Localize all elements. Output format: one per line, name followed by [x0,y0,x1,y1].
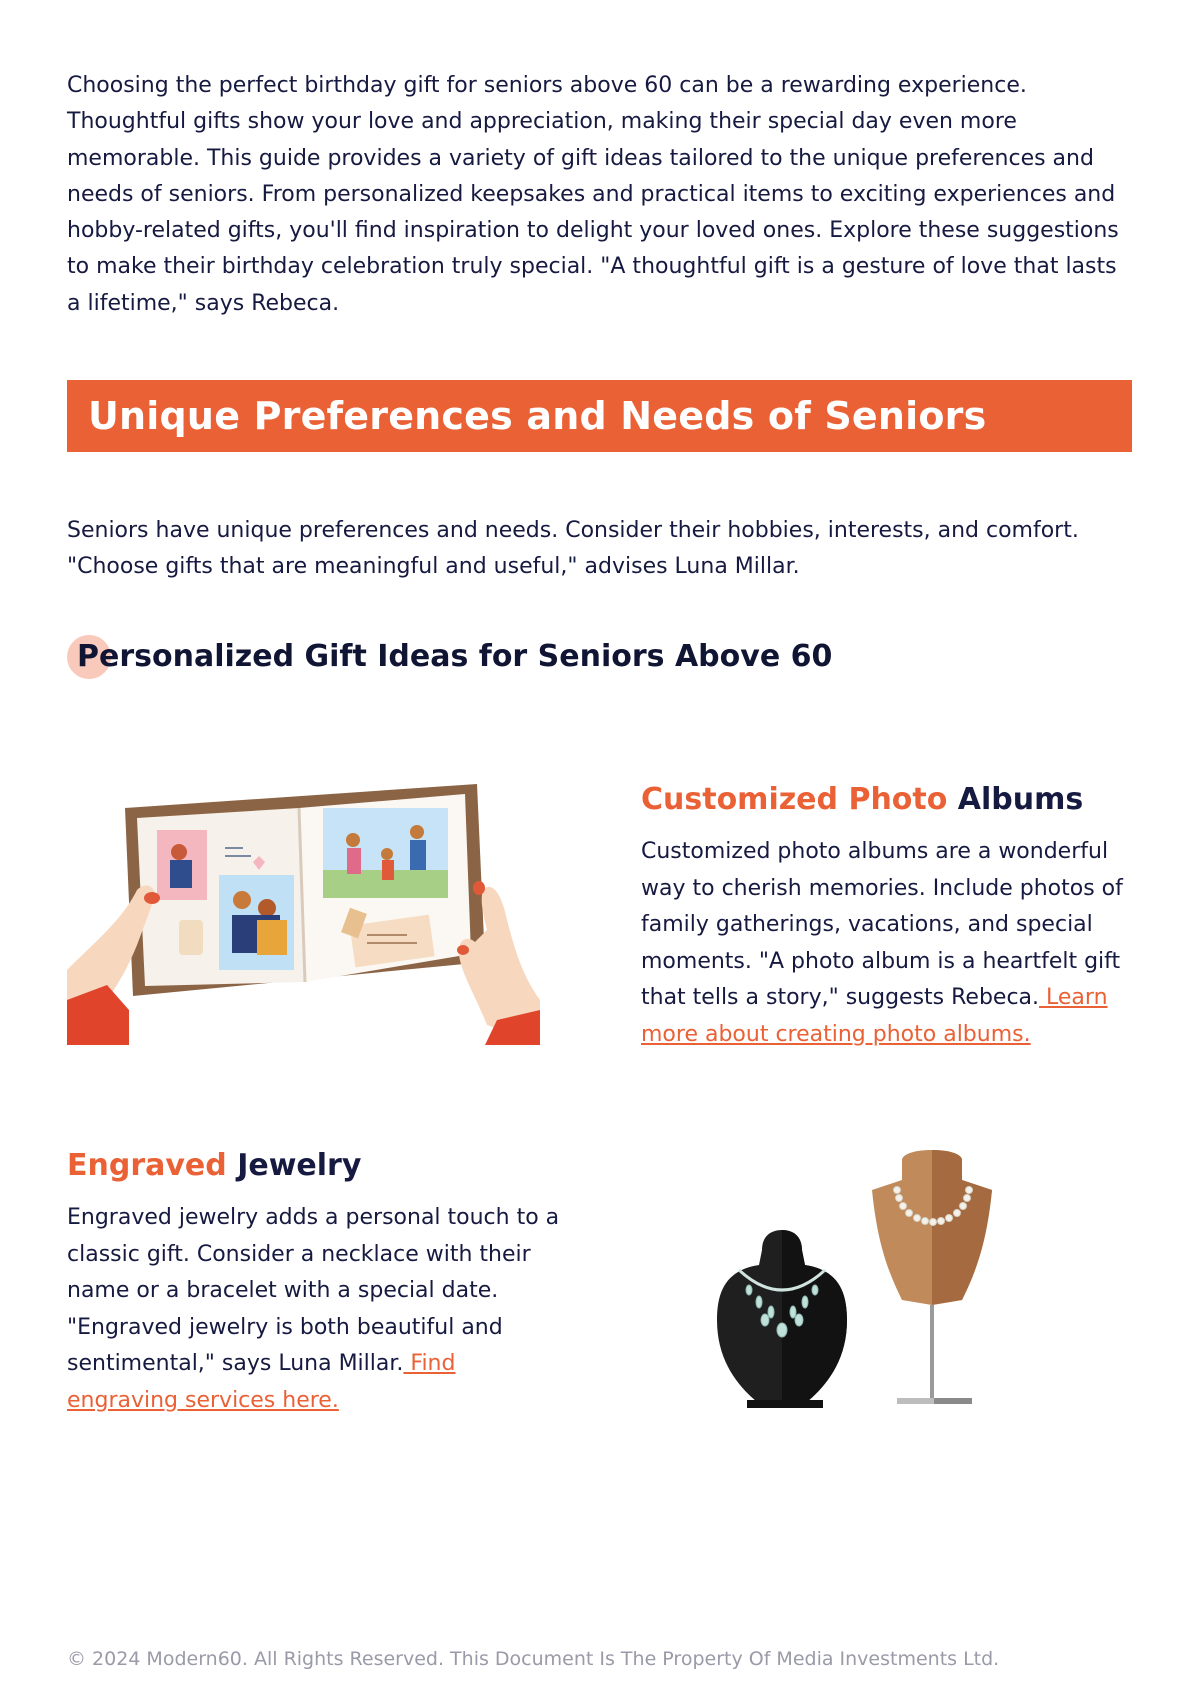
albums-link[interactable]: Learn more about creating photo albums. [641,985,1108,1047]
footer-copyright: © 2024 Modern60. All Rights Reserved. This Document Is The Property Of Media Investments Ltd. [67,1648,1000,1670]
albums-block [641,780,1136,1053]
subsection-header [67,633,832,681]
jewelry-link[interactable]: Find engraving services here. [67,1351,456,1413]
intro-paragraph: Choosing the perfect birthday gift for seniors above 60 can be a rewarding experience. Thoughtful gifts show your love and appreciation, making their special day even more memorable. This guide provides a variety of gift ideas tailored to the unique preferences and needs of seniors. From personalized keepsakes and practical items to exciting experiences and hobby-related gifts, you'll find inspiration to delight your loved ones. Explore these suggestions to make their birthday celebration truly special. "A thoughtful gift is a gesture of love that lasts a lifetime," says Rebeca. [67,73,1119,316]
albums-title-accent: Customized Photo [641,782,948,817]
jewelry-title [67,1146,567,1186]
subsection-heading: Personalized Gift Ideas for Seniors Above 60 [77,639,833,674]
jewelry-block [67,1146,567,1419]
jewelry-display-illustration [687,1150,1017,1430]
albums-text [641,834,1136,1053]
section-paragraph: Seniors have unique preferences and needs. Consider their hobbies, interests, and comfort. "Choose gifts that are meaningful and useful," advises Luna Millar. [67,518,1079,580]
albums-body: Customized photo albums are a wonderful way to cherish memories. Include photos of family gatherings, vacations, and special moments. "A photo album is a heartfelt gift that tells a story," suggests Rebeca. [641,839,1123,1010]
jewelry-body: Engraved jewelry adds a personal touch to a classic gift. Consider a necklace with their name or a bracelet with a special date. "Engraved jewelry is both beautiful and sentimental," says Luna Millar. [67,1205,560,1376]
albums-title-rest: Albums [947,782,1084,817]
jewelry-title-accent: Engraved [67,1148,227,1183]
section-heading: Unique Preferences and Needs of Seniors [88,394,987,438]
jewelry-title-rest: Jewelry [226,1148,362,1183]
jewelry-text [67,1200,567,1419]
section-banner [67,380,1132,452]
albums-title [641,780,1136,820]
photo-album-illustration [67,770,540,1045]
